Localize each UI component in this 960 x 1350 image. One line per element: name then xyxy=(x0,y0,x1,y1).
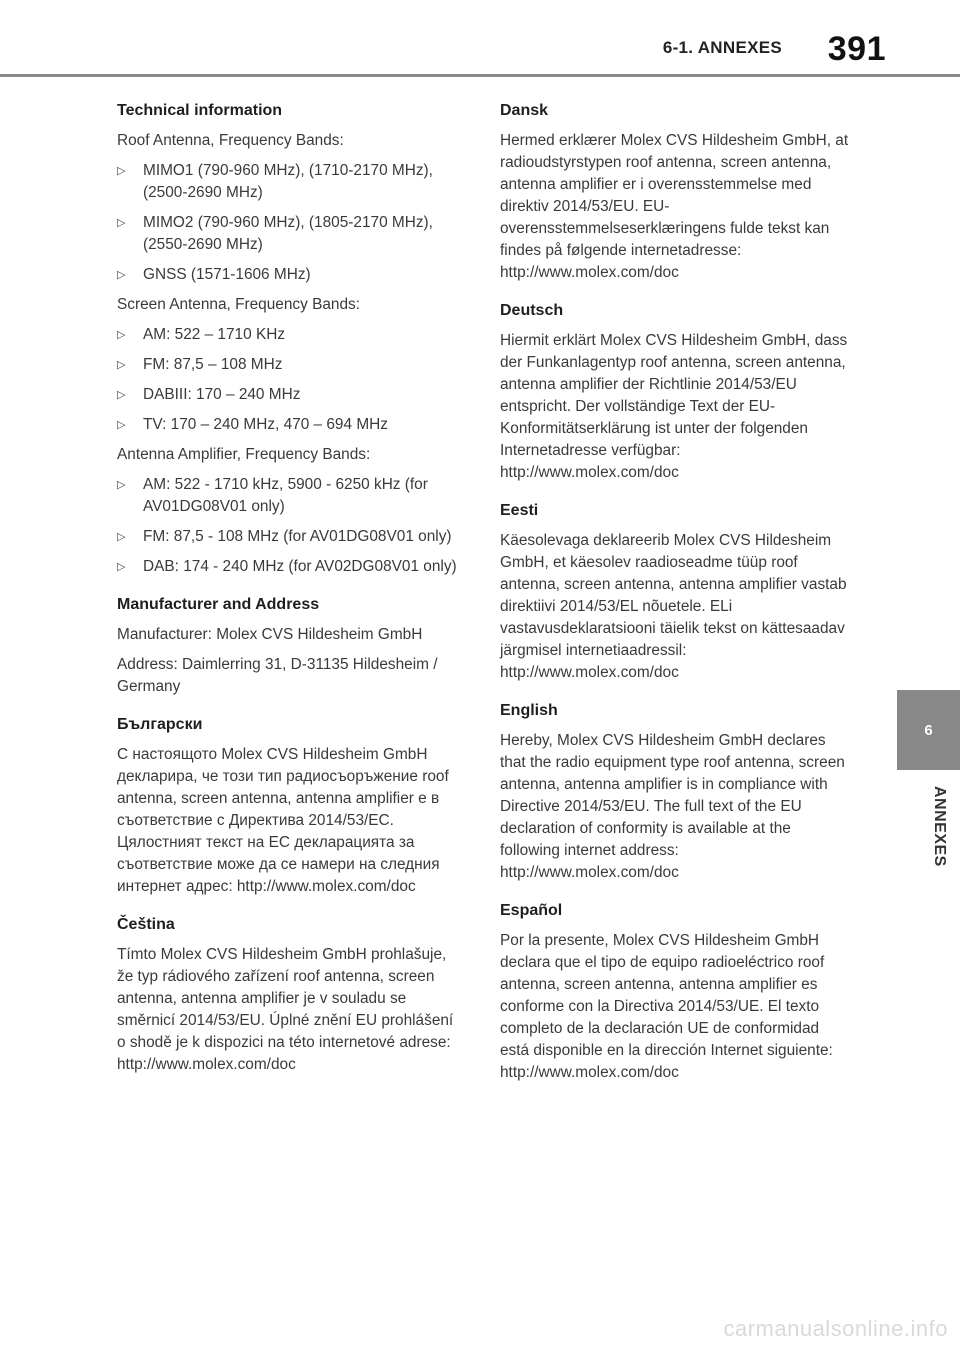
chapter-tab[interactable] xyxy=(897,690,960,770)
czech-text: Tímto Molex CVS Hildesheim GmbH prohlašuje, že typ rádiového zařízení roof antenna, screen antenna, antenna amplifier je v souladu se směrnicí 2014/53/EU. Úplné znění EU prohlášení o shodě je k dispozici na této internetové adrese: http://www.molex.com/doc xyxy=(117,946,454,1073)
list-item xyxy=(117,354,463,376)
list-item-text: TV: 170 – 240 MHz, 470 – 694 MHz xyxy=(143,416,388,433)
czech-heading: Čeština xyxy=(117,916,175,933)
bullet-triangle-icon: ▷ xyxy=(117,329,126,341)
english-heading: English xyxy=(500,702,558,719)
address-text: Address: Daimlerring 31, D-31135 Hildesheim / Germany xyxy=(117,656,438,695)
bulgarian-heading: Български xyxy=(117,716,203,733)
left-column xyxy=(117,100,463,1092)
bullet-triangle-icon: ▷ xyxy=(117,217,126,229)
bullet-triangle-icon: ▷ xyxy=(117,479,126,491)
spanish-heading: Español xyxy=(500,902,563,919)
manufacturer-section xyxy=(117,594,463,698)
chapter-tab-label: ANNEXES xyxy=(931,786,948,867)
list-item xyxy=(117,324,463,346)
german-text: Hiermit erklärt Molex CVS Hildesheim GmbH, dass der Funkanlagentyp roof antenna, screen antenna, antenna amplifier der Richtlinie 2014/53/EU entspricht. Der vollständige Text der EU-Konformitätserklärung ist unter der folgenden Internetadresse verfügbar: http://www.molex.com/doc xyxy=(500,332,848,481)
spanish-section xyxy=(500,900,852,1084)
manufacturer-text: Manufacturer: Molex CVS Hildesheim GmbH xyxy=(117,626,423,643)
list-item-text: DABIII: 170 – 240 MHz xyxy=(143,386,301,403)
english-section xyxy=(500,700,852,884)
list-item xyxy=(117,526,463,548)
bulgarian-text: С настоящото Molex CVS Hildesheim GmbH декларира, че този тип радиосъоръжение roof antenna, screen antenna, antenna amplifier е в съответствие с Директива 2014/53/ЕС. Цялостният текст на ЕС декларацията за съответствие може да се намери на следния интернет адрес: http://www.molex.com/doc xyxy=(117,746,449,895)
bullet-triangle-icon: ▷ xyxy=(117,165,126,177)
estonian-text: Käesolevaga deklareerib Molex CVS Hildesheim GmbH, et käesolev raadioseadme tüüp roof antenna, screen antenna, antenna amplifier vastab direktiivi 2014/53/EL nõuetele. ELi vastavusdeklaratsiooni täielik tekst on kättesaadav järgmisel internetiaadressil: http://www.molex.com/doc xyxy=(500,532,847,681)
technical-information-section xyxy=(117,100,463,578)
manufacturer-heading: Manufacturer and Address xyxy=(117,596,320,613)
danish-heading: Dansk xyxy=(500,102,549,119)
list-item xyxy=(117,384,463,406)
list-item-text: AM: 522 – 1710 KHz xyxy=(143,326,286,343)
bulgarian-section xyxy=(117,714,463,898)
screen-antenna-bands xyxy=(117,324,463,436)
bullet-triangle-icon: ▷ xyxy=(117,561,126,573)
page-header xyxy=(0,0,960,78)
danish-section xyxy=(500,100,852,284)
list-item-text: GNSS (1571-1606 MHz) xyxy=(143,266,311,283)
header-rule xyxy=(0,74,960,77)
list-item xyxy=(117,556,463,578)
list-item-text: FM: 87,5 - 108 MHz (for AV01DG08V01 only) xyxy=(143,528,452,545)
amplifier-bands xyxy=(117,474,463,578)
chapter-title: 6-1. ANNEXES xyxy=(662,38,782,57)
list-item xyxy=(117,414,463,436)
estonian-section xyxy=(500,500,852,684)
bullet-triangle-icon: ▷ xyxy=(117,419,126,431)
roof-antenna-intro: Roof Antenna, Frequency Bands: xyxy=(117,132,344,149)
site-watermark: carmanualsonline.info xyxy=(723,1316,948,1341)
estonian-heading: Eesti xyxy=(500,502,539,519)
list-item xyxy=(117,474,463,518)
spanish-text: Por la presente, Molex CVS Hildesheim GmbH declara que el tipo de equipo radioeléctrico roof antenna, screen antenna, antenna amplifier es conforme con la Directiva 2014/53/UE. El texto completo de la declaración UE de conformidad está disponible en la dirección Internet siguiente: http://www.molex.com/doc xyxy=(500,932,833,1081)
amplifier-intro: Antenna Amplifier, Frequency Bands: xyxy=(117,446,371,463)
page-number: 391 xyxy=(827,30,886,68)
list-item xyxy=(117,160,463,204)
list-item-text: MIMO2 (790-960 MHz), (1805-2170 MHz), (2550-2690 MHz) xyxy=(143,214,433,253)
bullet-triangle-icon: ▷ xyxy=(117,389,126,401)
bullet-triangle-icon: ▷ xyxy=(117,269,126,281)
right-column xyxy=(500,100,852,1100)
english-text: Hereby, Molex CVS Hildesheim GmbH declares that the radio equipment type roof antenna, screen antenna, antenna amplifier is in compliance with Directive 2014/53/EU. The full text of the EU declaration of conformity is available at the following internet address: http://www.molex.com/doc xyxy=(500,732,845,881)
screen-antenna-intro: Screen Antenna, Frequency Bands: xyxy=(117,296,360,313)
bullet-triangle-icon: ▷ xyxy=(117,359,126,371)
roof-antenna-bands xyxy=(117,160,463,286)
bullet-triangle-icon: ▷ xyxy=(117,531,126,543)
technical-information-heading: Technical information xyxy=(117,102,283,119)
german-heading: Deutsch xyxy=(500,302,564,319)
list-item xyxy=(117,212,463,256)
danish-text: Hermed erklærer Molex CVS Hildesheim GmbH, at radioudstyrstypen roof antenna, screen antenna, antenna amplifier er i overensstemmelse med direktiv 2014/53/EU. EU-overensstemmelseserklæringens fulde tekst kan findes på følgende internetadresse: http://www.molex.com/doc xyxy=(500,132,849,281)
list-item-text: FM: 87,5 – 108 MHz xyxy=(143,356,283,373)
german-section xyxy=(500,300,852,484)
czech-section xyxy=(117,914,463,1076)
list-item-text: AM: 522 - 1710 kHz, 5900 - 6250 kHz (for AV01DG08V01 only) xyxy=(143,476,428,515)
list-item-text: MIMO1 (790-960 MHz), (1710-2170 MHz), (2500-2690 MHz) xyxy=(143,162,433,201)
list-item xyxy=(117,264,463,286)
chapter-tab-number: 6 xyxy=(924,721,933,739)
list-item-text: DAB: 174 - 240 MHz (for AV02DG08V01 only) xyxy=(143,558,457,575)
